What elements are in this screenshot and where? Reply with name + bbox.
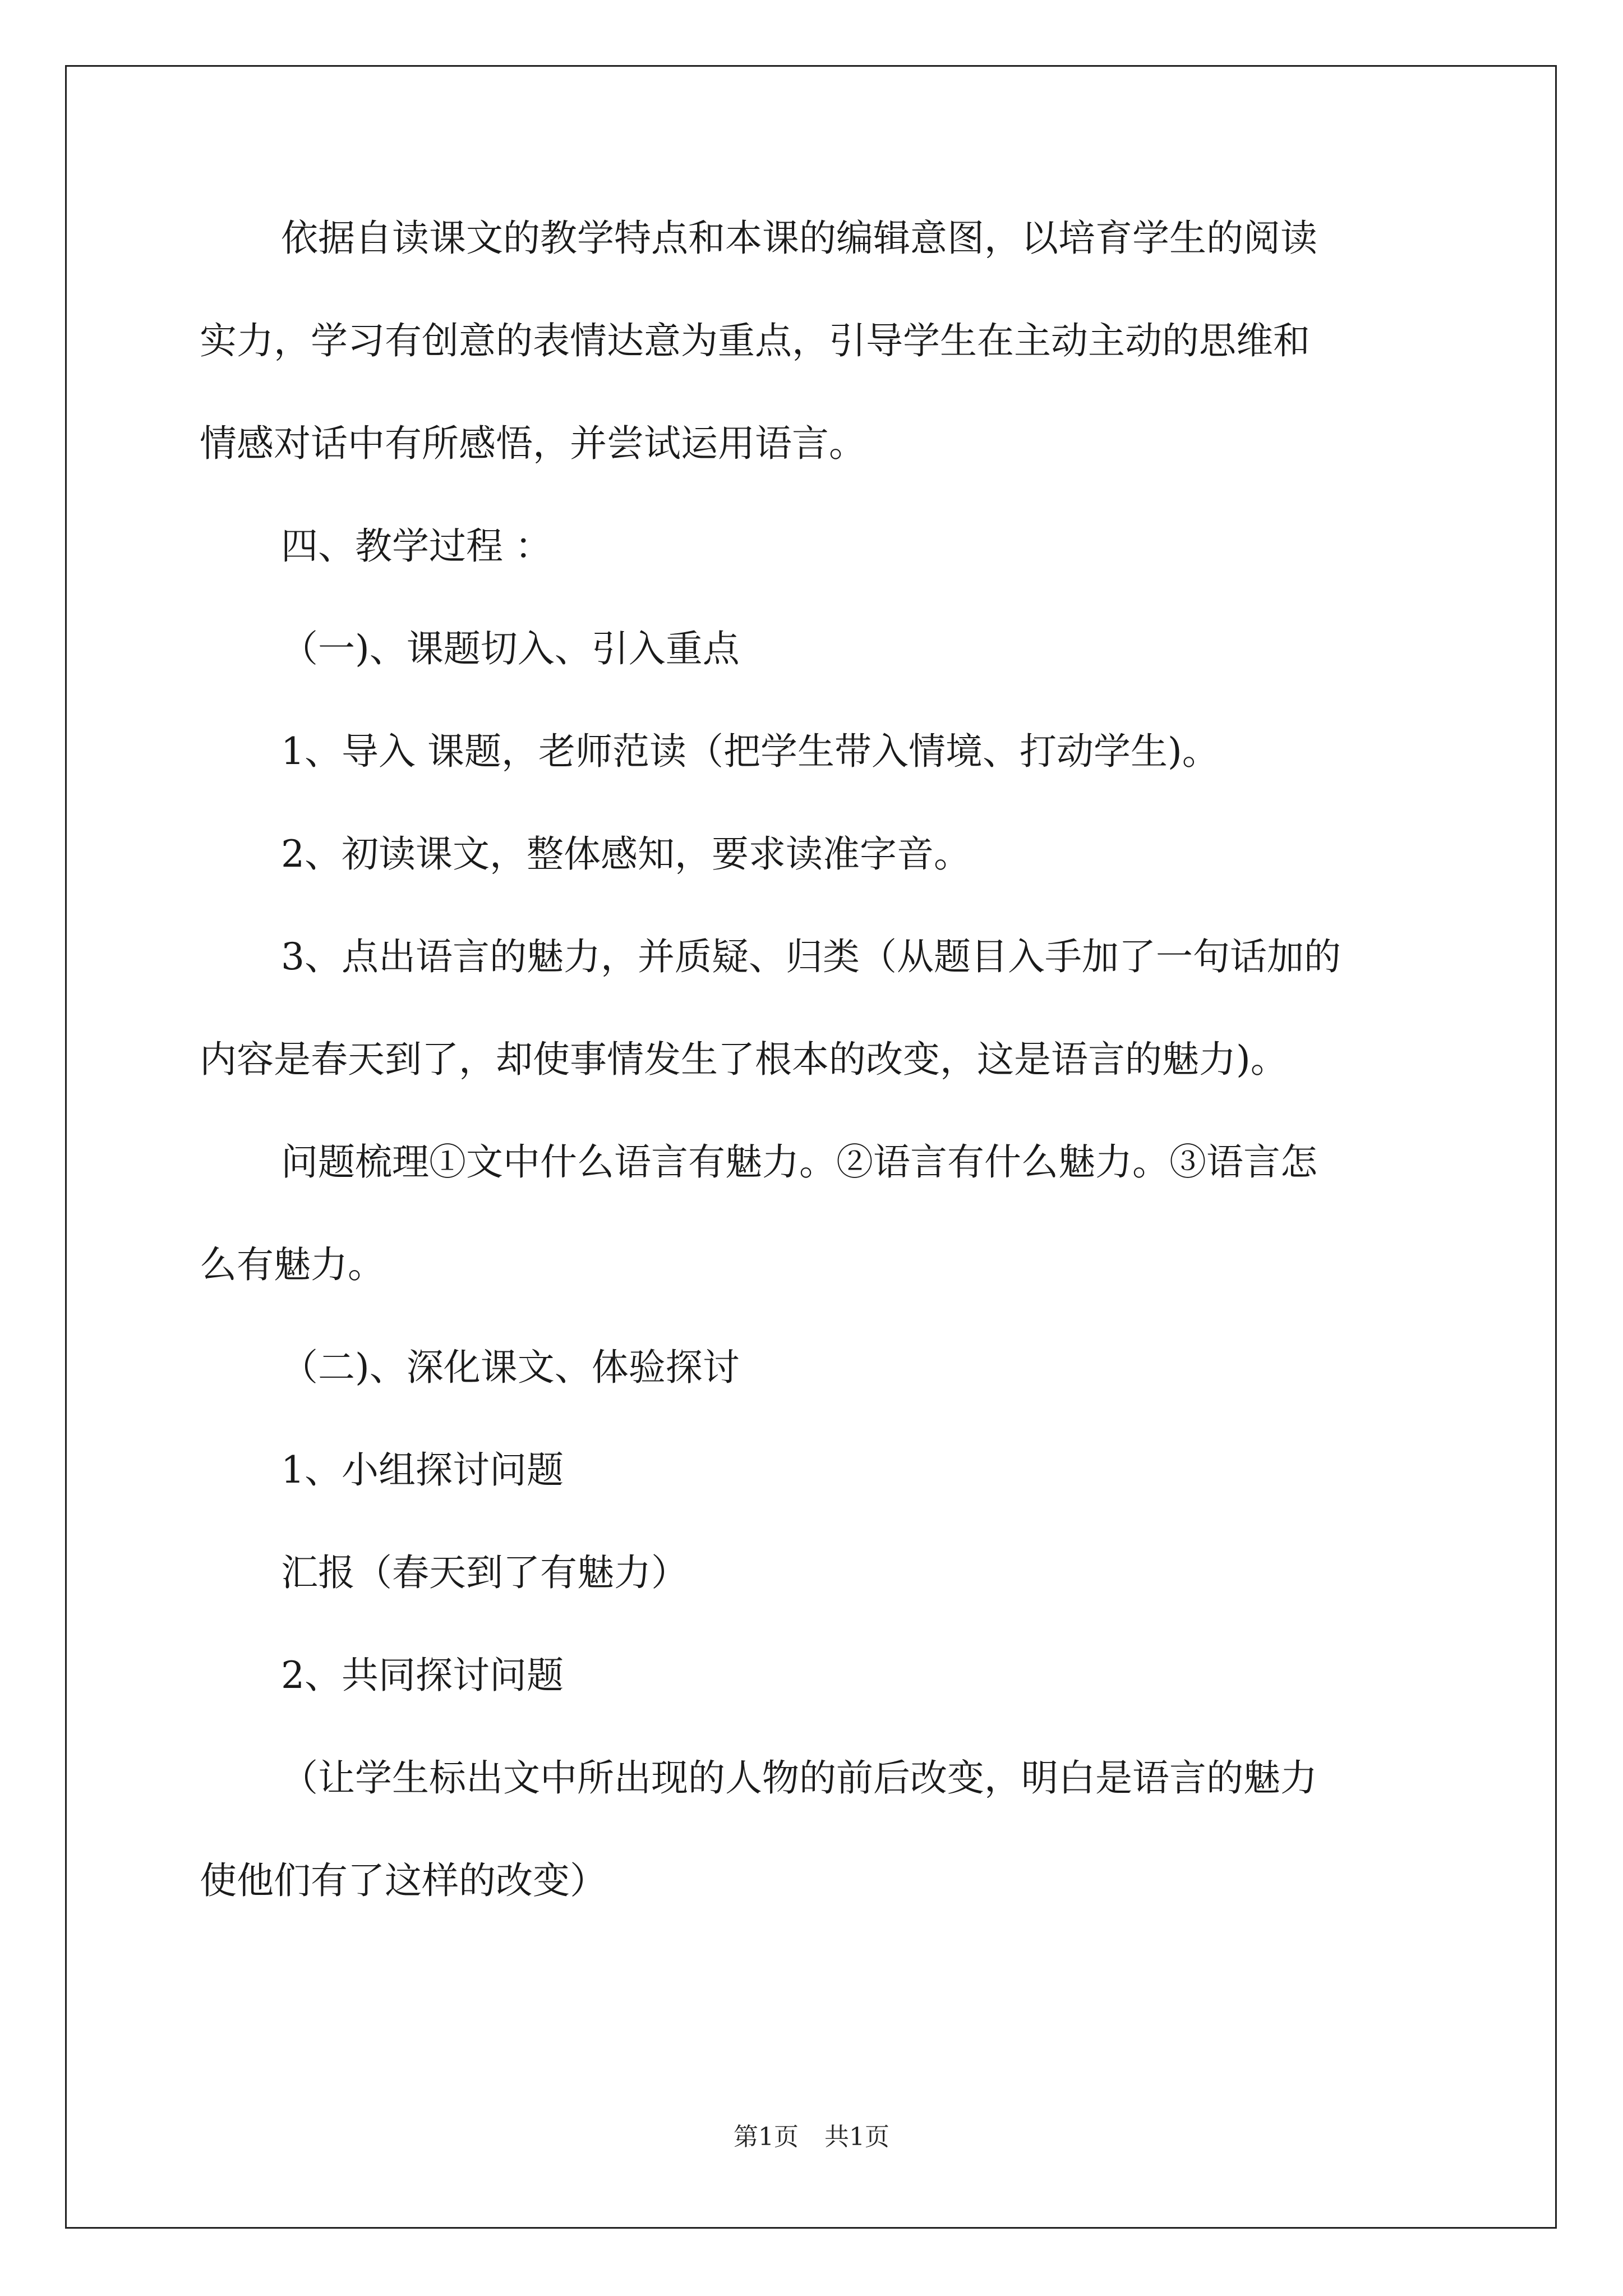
text-line: （让学生标出文中所出现的人物的前后改变，明白是语言的魅力 [281, 1756, 1317, 1800]
page-number: 第1页 [734, 2123, 799, 2151]
text-line: 2、初读课文，整体感知，要求读准字音。 [281, 832, 971, 876]
text-line: 3、点出语言的魅力，并质疑、归类（从题目入手加了一句话加的 [281, 935, 1341, 978]
page-footer [0, 2120, 1623, 2154]
text-line: 2、共同探讨问题 [281, 1654, 564, 1697]
section-heading: 四、教学过程 ： [281, 524, 552, 568]
text-line: 汇报（春天到了有魅力） [281, 1551, 688, 1594]
subsection-heading: （二)、深化课文、体验探讨 [281, 1346, 740, 1389]
text-line: 实力，学习有创意的表情达意为重点，引导学生在主动主动的思维和 [200, 319, 1310, 362]
text-line: 1、导入 课题，老师范读（把学生带入情境、打动学生)。 [281, 730, 1219, 773]
page-total: 共1页 [824, 2123, 889, 2151]
text-line: 使他们有了这样的改变） [200, 1859, 607, 1902]
text-line: 1、小组探讨问题 [281, 1448, 564, 1492]
text-line: 依据自读课文的教学特点和本课的编辑意图，以培育学生的阅读 [281, 217, 1317, 260]
text-line: 内容是春天到了，却使事情发生了根本的改变，这是语言的魅力)。 [200, 1038, 1288, 1081]
text-line: 问题梳理①文中什么语言有魅力。②语言有什么魅力。③语言怎 [281, 1140, 1317, 1184]
text-line: 么有魅力。 [200, 1243, 385, 1286]
subsection-heading: （一)、课题切入、引入重点 [281, 627, 740, 670]
text-line: 情感对话中有所感悟，并尝试运用语言。 [200, 422, 866, 465]
